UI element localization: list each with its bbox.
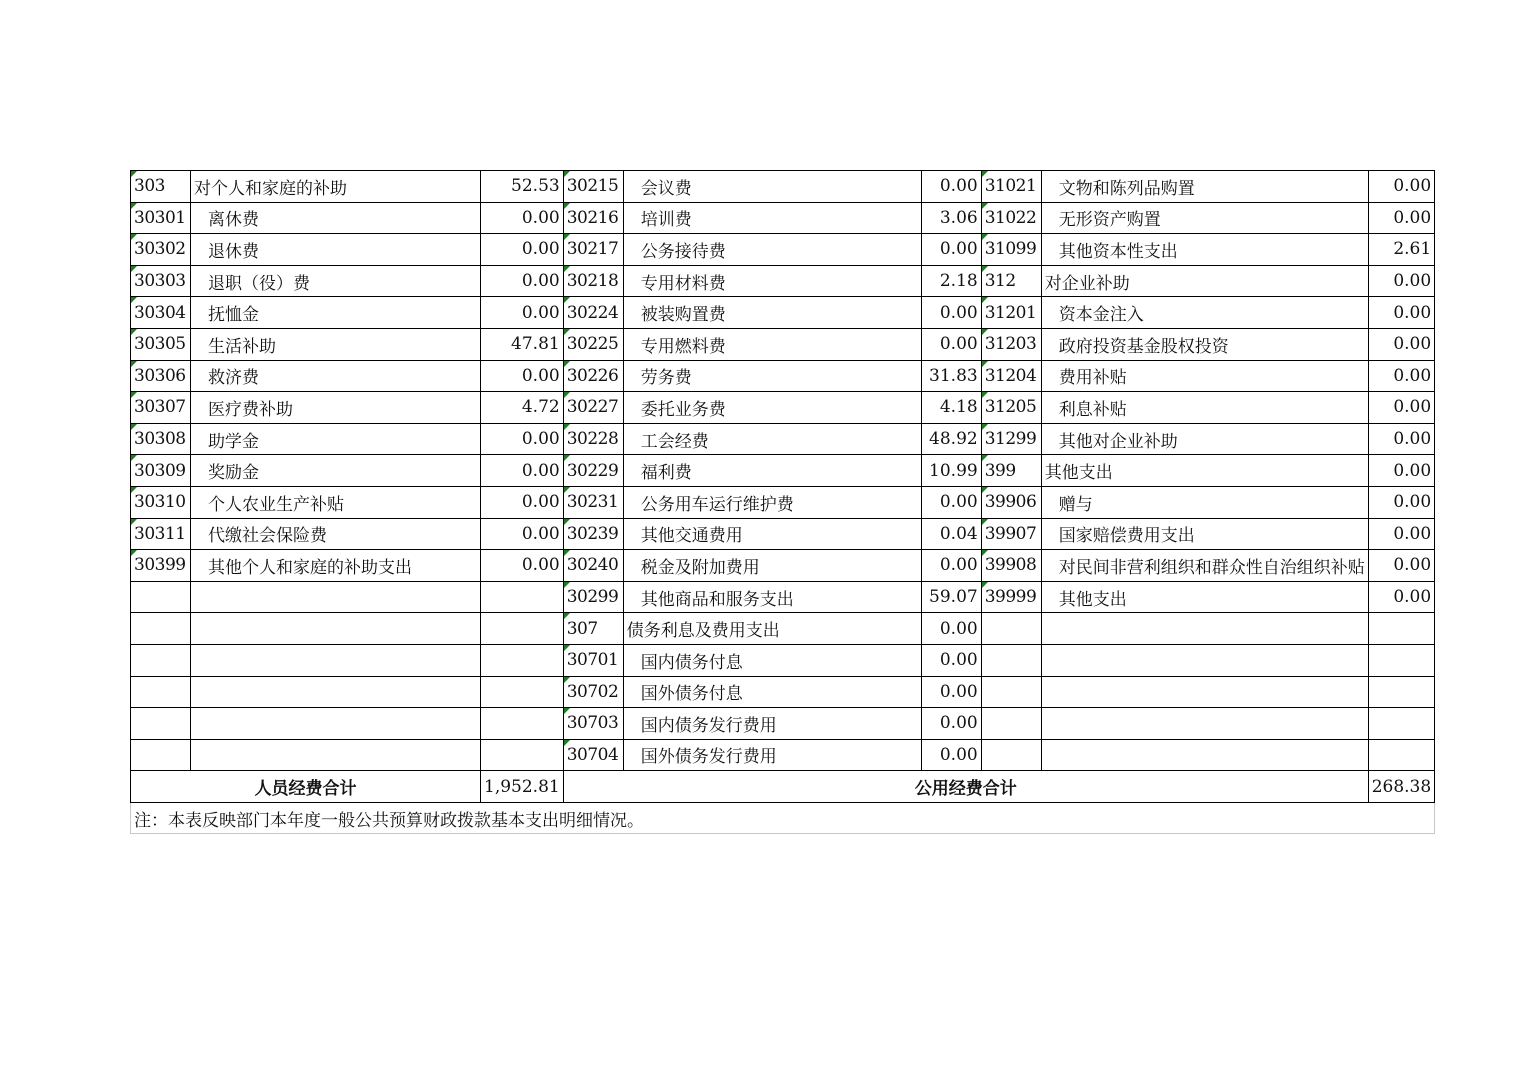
- table-row: [131, 328, 1435, 360]
- personnel-item-amount: 0.00: [481, 360, 564, 392]
- public-item-code: 30299: [563, 581, 623, 613]
- public-item-amount: 0.00: [921, 708, 981, 740]
- public-item-amount: 0.04: [921, 518, 981, 550]
- personnel-item-amount: 0.00: [481, 455, 564, 487]
- personnel-item-name: 助学金: [191, 423, 481, 455]
- public-item-code: 30229: [563, 455, 623, 487]
- personnel-item-code: 303: [131, 171, 191, 203]
- capital-item-amount: [1368, 644, 1434, 676]
- capital-item-name: 政府投资基金股权投资: [1041, 328, 1368, 360]
- public-item-code: 30231: [563, 486, 623, 518]
- public-item-code: 30703: [563, 708, 623, 740]
- capital-item-code: 39999: [981, 581, 1041, 613]
- personnel-item-amount: 0.00: [481, 423, 564, 455]
- personnel-item-amount: 0.00: [481, 265, 564, 297]
- public-item-name: 国外债务付息: [623, 676, 921, 708]
- personnel-item-amount: 47.81: [481, 328, 564, 360]
- capital-item-name: 赠与: [1041, 486, 1368, 518]
- personnel-item-name: 代缴社会保险费: [191, 518, 481, 550]
- public-item-amount: 48.92: [921, 423, 981, 455]
- personnel-item-code: 30311: [131, 518, 191, 550]
- personnel-item-name: [191, 708, 481, 740]
- personnel-item-amount: 0.00: [481, 550, 564, 582]
- personnel-item-name: 退休费: [191, 234, 481, 266]
- public-item-name: 债务利息及费用支出: [623, 613, 921, 645]
- capital-item-code: 31021: [981, 171, 1041, 203]
- table-row: [131, 676, 1435, 708]
- capital-item-code: [981, 613, 1041, 645]
- table-row: [131, 644, 1435, 676]
- table-row: [131, 265, 1435, 297]
- table-row: [131, 202, 1435, 234]
- capital-item-name: 其他支出: [1041, 455, 1368, 487]
- public-item-amount: 0.00: [921, 550, 981, 582]
- capital-item-code: [981, 708, 1041, 740]
- personnel-item-name: 对个人和家庭的补助: [191, 171, 481, 203]
- capital-item-name: [1041, 676, 1368, 708]
- personnel-item-name: [191, 739, 481, 771]
- personnel-item-name: 退职（役）费: [191, 265, 481, 297]
- capital-item-amount: 0.00: [1368, 392, 1434, 424]
- budget-expenditure-table: [130, 170, 1435, 834]
- capital-item-amount: 0.00: [1368, 486, 1434, 518]
- personnel-item-amount: 0.00: [481, 486, 564, 518]
- public-item-code: 30217: [563, 234, 623, 266]
- personnel-item-code: 30303: [131, 265, 191, 297]
- public-item-name: 国外债务发行费用: [623, 739, 921, 771]
- personnel-item-code: 30301: [131, 202, 191, 234]
- public-item-name: 福利费: [623, 455, 921, 487]
- public-item-name: 税金及附加费用: [623, 550, 921, 582]
- personnel-item-name: [191, 613, 481, 645]
- public-item-code: 30218: [563, 265, 623, 297]
- capital-item-code: 31205: [981, 392, 1041, 424]
- public-item-code: 30216: [563, 202, 623, 234]
- personnel-item-name: [191, 676, 481, 708]
- public-item-code: 30224: [563, 297, 623, 329]
- capital-item-name: 利息补贴: [1041, 392, 1368, 424]
- capital-item-name: [1041, 613, 1368, 645]
- public-item-code: 30240: [563, 550, 623, 582]
- personnel-item-name: [191, 644, 481, 676]
- table-row: [131, 518, 1435, 550]
- capital-item-code: 31204: [981, 360, 1041, 392]
- public-item-code: 30226: [563, 360, 623, 392]
- public-item-amount: 0.00: [921, 676, 981, 708]
- personnel-item-amount: [481, 676, 564, 708]
- personnel-item-amount: 0.00: [481, 518, 564, 550]
- personnel-item-amount: 0.00: [481, 202, 564, 234]
- personnel-item-amount: [481, 644, 564, 676]
- table-row: [131, 613, 1435, 645]
- public-item-code: 307: [563, 613, 623, 645]
- public-item-name: 专用燃料费: [623, 328, 921, 360]
- capital-item-name: [1041, 644, 1368, 676]
- capital-item-code: 31201: [981, 297, 1041, 329]
- personnel-item-name: [191, 581, 481, 613]
- personnel-item-code: 30304: [131, 297, 191, 329]
- public-item-name: 其他商品和服务支出: [623, 581, 921, 613]
- public-item-name: 国内债务发行费用: [623, 708, 921, 740]
- capital-item-name: 对民间非营利组织和群众性自治组织补贴: [1041, 550, 1368, 582]
- public-item-code: 30704: [563, 739, 623, 771]
- capital-item-code: [981, 644, 1041, 676]
- capital-item-amount: 0.00: [1368, 360, 1434, 392]
- personnel-item-amount: [481, 581, 564, 613]
- public-item-name: 公务接待费: [623, 234, 921, 266]
- table-row: [131, 423, 1435, 455]
- personnel-item-code: [131, 644, 191, 676]
- capital-item-name: 无形资产购置: [1041, 202, 1368, 234]
- public-item-amount: 0.00: [921, 644, 981, 676]
- public-item-name: 工会经费: [623, 423, 921, 455]
- personnel-item-name: 医疗费补助: [191, 392, 481, 424]
- personnel-item-code: [131, 708, 191, 740]
- capital-item-name: 国家赔偿费用支出: [1041, 518, 1368, 550]
- personnel-item-amount: [481, 613, 564, 645]
- capital-item-code: 312: [981, 265, 1041, 297]
- personnel-item-name: 奖励金: [191, 455, 481, 487]
- capital-item-amount: [1368, 676, 1434, 708]
- public-item-amount: 0.00: [921, 297, 981, 329]
- personnel-item-amount: 52.53: [481, 171, 564, 203]
- public-item-name: 国内债务付息: [623, 644, 921, 676]
- personnel-item-code: 30305: [131, 328, 191, 360]
- public-item-amount: 59.07: [921, 581, 981, 613]
- public-item-code: 30225: [563, 328, 623, 360]
- public-item-amount: 0.00: [921, 171, 981, 203]
- capital-item-code: 39906: [981, 486, 1041, 518]
- table-row: [131, 708, 1435, 740]
- public-item-name: 委托业务费: [623, 392, 921, 424]
- public-item-name: 专用材料费: [623, 265, 921, 297]
- capital-item-amount: 0.00: [1368, 297, 1434, 329]
- personnel-item-amount: 0.00: [481, 234, 564, 266]
- capital-item-amount: 0.00: [1368, 265, 1434, 297]
- note-row: [131, 802, 1435, 834]
- capital-item-code: [981, 676, 1041, 708]
- capital-item-amount: 0.00: [1368, 455, 1434, 487]
- capital-item-code: [981, 739, 1041, 771]
- capital-item-amount: 0.00: [1368, 518, 1434, 550]
- personnel-item-code: 30399: [131, 550, 191, 582]
- capital-item-name: 其他对企业补助: [1041, 423, 1368, 455]
- capital-item-name: 其他支出: [1041, 581, 1368, 613]
- personnel-total-label: 人员经费合计: [131, 771, 481, 803]
- public-item-code: 30239: [563, 518, 623, 550]
- table-note: 注：本表反映部门本年度一般公共预算财政拨款基本支出明细情况。: [131, 802, 1435, 834]
- capital-item-name: 其他资本性支出: [1041, 234, 1368, 266]
- public-item-amount: 10.99: [921, 455, 981, 487]
- personnel-item-code: [131, 613, 191, 645]
- public-item-name: 公务用车运行维护费: [623, 486, 921, 518]
- capital-item-code: 31022: [981, 202, 1041, 234]
- public-item-code: 30215: [563, 171, 623, 203]
- table-row: [131, 455, 1435, 487]
- capital-item-name: [1041, 708, 1368, 740]
- capital-item-amount: 0.00: [1368, 328, 1434, 360]
- capital-item-amount: 2.61: [1368, 234, 1434, 266]
- capital-item-code: 39908: [981, 550, 1041, 582]
- table-row: [131, 392, 1435, 424]
- personnel-item-name: 个人农业生产补贴: [191, 486, 481, 518]
- capital-item-name: [1041, 739, 1368, 771]
- personnel-item-name: 其他个人和家庭的补助支出: [191, 550, 481, 582]
- table-row: [131, 234, 1435, 266]
- capital-item-amount: 0.00: [1368, 550, 1434, 582]
- public-item-code: 30702: [563, 676, 623, 708]
- capital-item-code: 31203: [981, 328, 1041, 360]
- personnel-item-name: 生活补助: [191, 328, 481, 360]
- capital-item-name: 文物和陈列品购置: [1041, 171, 1368, 203]
- personnel-item-code: 30309: [131, 455, 191, 487]
- personnel-item-code: 30310: [131, 486, 191, 518]
- public-total-label: 公用经费合计: [563, 771, 1368, 803]
- personnel-item-code: [131, 739, 191, 771]
- public-item-name: 培训费: [623, 202, 921, 234]
- capital-item-code: 399: [981, 455, 1041, 487]
- personnel-item-amount: 0.00: [481, 297, 564, 329]
- public-item-amount: 4.18: [921, 392, 981, 424]
- table-row: [131, 360, 1435, 392]
- personnel-item-code: [131, 676, 191, 708]
- public-item-amount: 0.00: [921, 613, 981, 645]
- public-item-amount: 0.00: [921, 328, 981, 360]
- public-item-amount: 2.18: [921, 265, 981, 297]
- personnel-item-amount: 4.72: [481, 392, 564, 424]
- public-item-code: 30701: [563, 644, 623, 676]
- public-item-amount: 3.06: [921, 202, 981, 234]
- table-row: [131, 171, 1435, 203]
- table-row: [131, 739, 1435, 771]
- personnel-item-name: 救济费: [191, 360, 481, 392]
- table-row: [131, 486, 1435, 518]
- capital-item-code: 31099: [981, 234, 1041, 266]
- public-item-code: 30228: [563, 423, 623, 455]
- personnel-item-amount: [481, 708, 564, 740]
- personnel-item-amount: [481, 739, 564, 771]
- public-item-name: 会议费: [623, 171, 921, 203]
- personnel-item-code: 30302: [131, 234, 191, 266]
- public-item-name: 其他交通费用: [623, 518, 921, 550]
- table-row: [131, 581, 1435, 613]
- public-item-amount: 31.83: [921, 360, 981, 392]
- capital-item-amount: 0.00: [1368, 171, 1434, 203]
- table-body: [131, 171, 1435, 771]
- capital-item-amount: 0.00: [1368, 581, 1434, 613]
- public-item-code: 30227: [563, 392, 623, 424]
- capital-item-name: 费用补贴: [1041, 360, 1368, 392]
- public-item-name: 被装购置费: [623, 297, 921, 329]
- personnel-item-name: 离休费: [191, 202, 481, 234]
- public-total-amount: 268.38: [1368, 771, 1434, 803]
- public-item-amount: 0.00: [921, 234, 981, 266]
- personnel-item-code: 30308: [131, 423, 191, 455]
- capital-item-amount: 0.00: [1368, 423, 1434, 455]
- table-row: [131, 550, 1435, 582]
- capital-item-amount: [1368, 613, 1434, 645]
- capital-item-amount: [1368, 708, 1434, 740]
- totals-row: [131, 771, 1435, 803]
- personnel-total-amount: 1,952.81: [481, 771, 564, 803]
- table-row: [131, 297, 1435, 329]
- capital-item-name: 资本金注入: [1041, 297, 1368, 329]
- personnel-item-name: 抚恤金: [191, 297, 481, 329]
- personnel-item-code: 30307: [131, 392, 191, 424]
- public-item-amount: 0.00: [921, 486, 981, 518]
- personnel-item-code: 30306: [131, 360, 191, 392]
- public-item-amount: 0.00: [921, 739, 981, 771]
- capital-item-amount: [1368, 739, 1434, 771]
- capital-item-code: 31299: [981, 423, 1041, 455]
- capital-item-name: 对企业补助: [1041, 265, 1368, 297]
- personnel-item-code: [131, 581, 191, 613]
- capital-item-code: 39907: [981, 518, 1041, 550]
- public-item-name: 劳务费: [623, 360, 921, 392]
- capital-item-amount: 0.00: [1368, 202, 1434, 234]
